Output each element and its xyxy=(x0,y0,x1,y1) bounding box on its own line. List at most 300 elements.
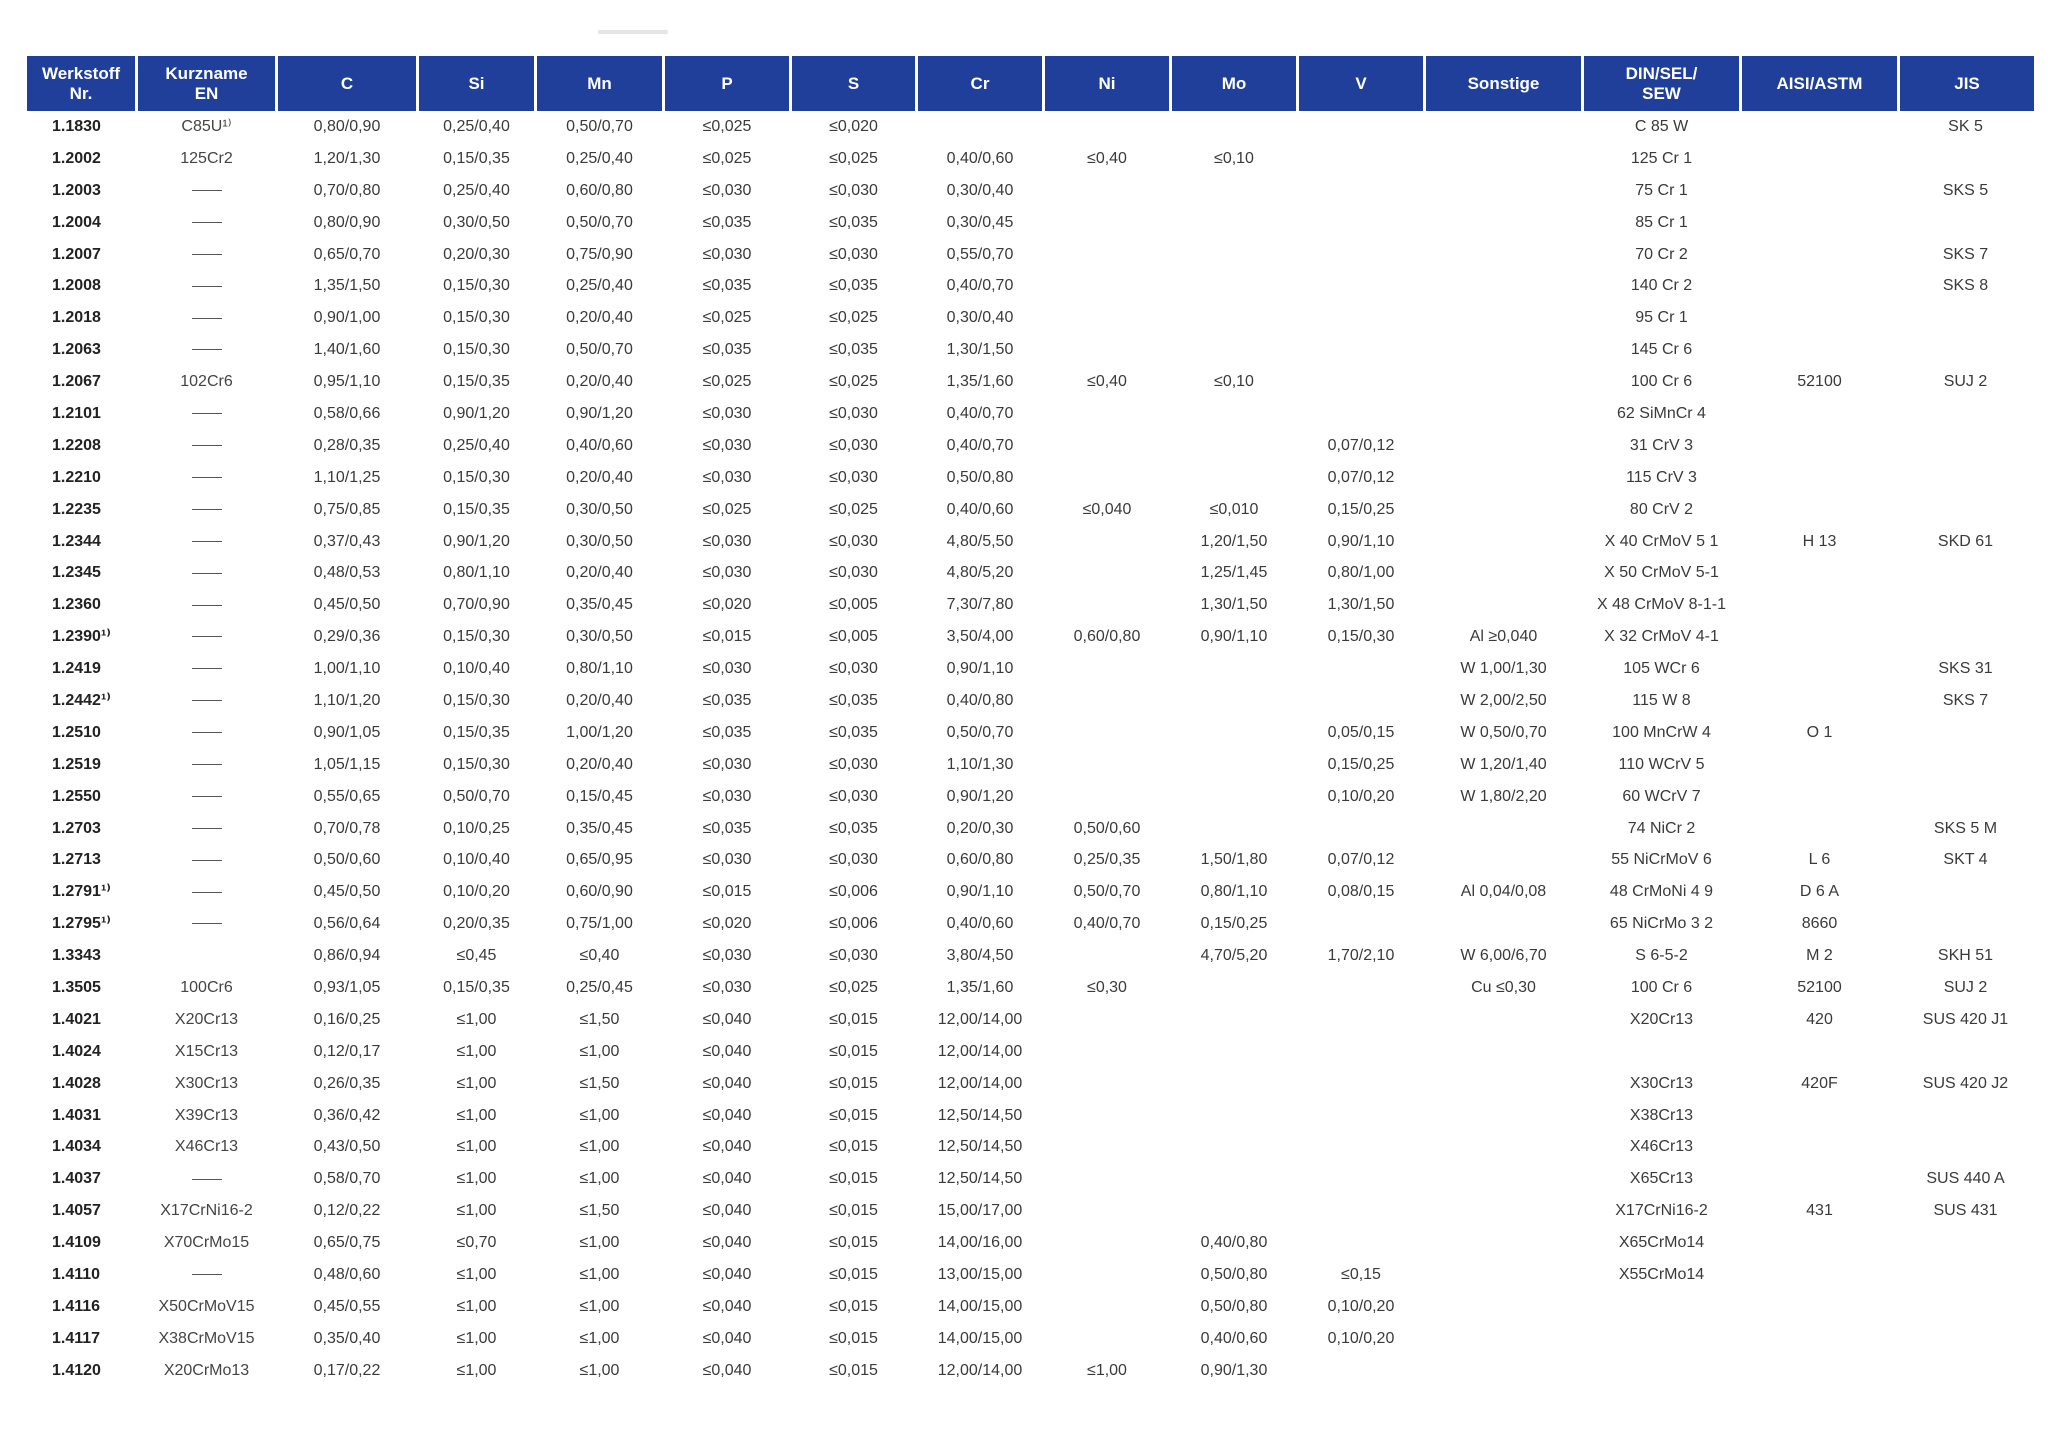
cell-s: ≤0,015 xyxy=(792,1323,918,1355)
table-row xyxy=(27,302,2034,334)
cell-ni xyxy=(1045,270,1172,302)
cell-aisi-astm: 431 xyxy=(1742,1195,1900,1227)
cell-si: 0,15/0,30 xyxy=(419,621,537,653)
cell-p: ≤0,040 xyxy=(665,1291,792,1323)
empty-dash xyxy=(192,732,222,733)
cell-cr: 0,30/0,45 xyxy=(918,207,1045,239)
cell-si: ≤0,70 xyxy=(419,1227,537,1259)
cell-c: 0,35/0,40 xyxy=(278,1323,419,1355)
header-row xyxy=(27,56,2034,111)
cell-jis xyxy=(1900,589,2034,621)
cell-v xyxy=(1299,270,1426,302)
cell-aisi-astm xyxy=(1742,1036,1900,1068)
cell-s: ≤0,030 xyxy=(792,526,918,558)
cell-s: ≤0,015 xyxy=(792,1355,918,1387)
cell-mo xyxy=(1172,1195,1299,1227)
cell-mo: 0,80/1,10 xyxy=(1172,876,1299,908)
cell-c: 0,90/1,05 xyxy=(278,717,419,749)
cell-din-sel-sew: 145 Cr 6 xyxy=(1584,334,1742,366)
cell-kurzname-en xyxy=(138,334,278,366)
cell-aisi-astm xyxy=(1742,239,1900,271)
cell-mn: 0,25/0,40 xyxy=(537,143,665,175)
cell-s: ≤0,035 xyxy=(792,813,918,845)
cell-kurzname-en xyxy=(138,876,278,908)
cell-werkstoff-nr: 1.4028 xyxy=(27,1068,138,1100)
cell-v xyxy=(1299,1355,1426,1387)
cell-kurzname-en: C85U¹⁾ xyxy=(138,111,278,143)
cell-mo: ≤0,010 xyxy=(1172,494,1299,526)
cell-kurzname-en xyxy=(138,239,278,271)
cell-si: 0,70/0,90 xyxy=(419,589,537,621)
cell-din-sel-sew: 31 CrV 3 xyxy=(1584,430,1742,462)
empty-dash xyxy=(192,509,222,510)
cell-aisi-astm xyxy=(1742,175,1900,207)
cell-mn: 0,30/0,50 xyxy=(537,621,665,653)
cell-werkstoff-nr: 1.2210 xyxy=(27,462,138,494)
cell-din-sel-sew: 100 MnCrW 4 xyxy=(1584,717,1742,749)
cell-sonstige xyxy=(1426,1227,1584,1259)
cell-si: 0,15/0,35 xyxy=(419,972,537,1004)
cell-sonstige xyxy=(1426,494,1584,526)
cell-aisi-astm xyxy=(1742,1100,1900,1132)
cell-p: ≤0,015 xyxy=(665,621,792,653)
cell-cr: 14,00/15,00 xyxy=(918,1291,1045,1323)
cell-jis: SUS 440 A xyxy=(1900,1163,2034,1195)
cell-mo xyxy=(1172,239,1299,271)
cell-sonstige xyxy=(1426,270,1584,302)
cell-aisi-astm xyxy=(1742,589,1900,621)
cell-din-sel-sew: X 48 CrMoV 8-1-1 xyxy=(1584,589,1742,621)
cell-ni xyxy=(1045,557,1172,589)
cell-kurzname-en xyxy=(138,781,278,813)
cell-s: ≤0,035 xyxy=(792,207,918,239)
cell-kurzname-en: X20Cr13 xyxy=(138,1004,278,1036)
cell-s: ≤0,015 xyxy=(792,1068,918,1100)
table-row xyxy=(27,1323,2034,1355)
cell-aisi-astm: 52100 xyxy=(1742,366,1900,398)
cell-s: ≤0,025 xyxy=(792,143,918,175)
cell-ni xyxy=(1045,1068,1172,1100)
cell-werkstoff-nr: 1.2018 xyxy=(27,302,138,334)
cell-mo: 0,90/1,10 xyxy=(1172,621,1299,653)
cell-mn: 0,20/0,40 xyxy=(537,685,665,717)
cell-p: ≤0,040 xyxy=(665,1036,792,1068)
empty-dash xyxy=(192,573,222,574)
cell-din-sel-sew: 140 Cr 2 xyxy=(1584,270,1742,302)
cell-mn: 0,60/0,80 xyxy=(537,175,665,207)
cell-v xyxy=(1299,207,1426,239)
cell-mo xyxy=(1172,302,1299,334)
cell-din-sel-sew xyxy=(1584,1291,1742,1323)
cell-mn: 0,20/0,40 xyxy=(537,557,665,589)
cell-ni xyxy=(1045,462,1172,494)
cell-s: ≤0,015 xyxy=(792,1036,918,1068)
cell-mo: 1,50/1,80 xyxy=(1172,844,1299,876)
cell-ni xyxy=(1045,685,1172,717)
cell-mn: 0,75/1,00 xyxy=(537,908,665,940)
cell-mn: ≤1,00 xyxy=(537,1163,665,1195)
cell-mn: 0,25/0,45 xyxy=(537,972,665,1004)
cell-din-sel-sew: X46Cr13 xyxy=(1584,1132,1742,1164)
cell-din-sel-sew: X 40 CrMoV 5 1 xyxy=(1584,526,1742,558)
cell-kurzname-en xyxy=(138,940,278,972)
cell-din-sel-sew xyxy=(1584,1355,1742,1387)
cell-werkstoff-nr: 1.2442¹⁾ xyxy=(27,685,138,717)
cell-cr: 12,50/14,50 xyxy=(918,1132,1045,1164)
header-label: Ni xyxy=(1098,73,1116,93)
cell-c: 0,55/0,65 xyxy=(278,781,419,813)
cell-mo: 0,40/0,60 xyxy=(1172,1323,1299,1355)
cell-si: 0,15/0,30 xyxy=(419,685,537,717)
cell-v: 1,30/1,50 xyxy=(1299,589,1426,621)
empty-dash xyxy=(192,892,222,893)
empty-dash xyxy=(192,605,222,606)
cell-werkstoff-nr: 1.3505 xyxy=(27,972,138,1004)
cell-din-sel-sew: X55CrMo14 xyxy=(1584,1259,1742,1291)
cell-cr: 0,40/0,80 xyxy=(918,685,1045,717)
cell-jis: SUS 420 J1 xyxy=(1900,1004,2034,1036)
cell-v xyxy=(1299,1036,1426,1068)
cell-ni xyxy=(1045,302,1172,334)
cell-v: 0,07/0,12 xyxy=(1299,462,1426,494)
cell-werkstoff-nr: 1.4117 xyxy=(27,1323,138,1355)
header-label: S xyxy=(847,73,860,93)
cell-v xyxy=(1299,1163,1426,1195)
cell-aisi-astm xyxy=(1742,1323,1900,1355)
cell-sonstige: W 1,00/1,30 xyxy=(1426,653,1584,685)
empty-dash xyxy=(192,668,222,669)
cell-s: ≤0,006 xyxy=(792,876,918,908)
cell-cr: 0,20/0,30 xyxy=(918,813,1045,845)
cell-ni: ≤0,040 xyxy=(1045,494,1172,526)
cell-mn: ≤1,00 xyxy=(537,1355,665,1387)
cell-sonstige xyxy=(1426,589,1584,621)
cell-din-sel-sew: 110 WCrV 5 xyxy=(1584,749,1742,781)
cell-werkstoff-nr: 1.2713 xyxy=(27,844,138,876)
cell-mo xyxy=(1172,781,1299,813)
table-row xyxy=(27,207,2034,239)
cell-p: ≤0,035 xyxy=(665,685,792,717)
cell-s: ≤0,030 xyxy=(792,781,918,813)
cell-mn: 0,65/0,95 xyxy=(537,844,665,876)
cell-mo: 1,20/1,50 xyxy=(1172,526,1299,558)
cell-sonstige xyxy=(1426,1323,1584,1355)
cell-mn: ≤1,50 xyxy=(537,1068,665,1100)
cell-jis xyxy=(1900,557,2034,589)
cell-din-sel-sew: 100 Cr 6 xyxy=(1584,972,1742,1004)
cell-si: 0,15/0,35 xyxy=(419,366,537,398)
cell-kurzname-en xyxy=(138,589,278,621)
cell-mo xyxy=(1172,1100,1299,1132)
cell-si: 0,25/0,40 xyxy=(419,111,537,143)
cell-si: ≤1,00 xyxy=(419,1355,537,1387)
cell-si: ≤1,00 xyxy=(419,1036,537,1068)
cell-cr: 12,00/14,00 xyxy=(918,1068,1045,1100)
cell-p: ≤0,035 xyxy=(665,270,792,302)
cell-v xyxy=(1299,908,1426,940)
table-row xyxy=(27,175,2034,207)
cell-werkstoff-nr: 1.4116 xyxy=(27,1291,138,1323)
cell-p: ≤0,030 xyxy=(665,526,792,558)
header-v xyxy=(1299,56,1426,111)
cell-din-sel-sew: 74 NiCr 2 xyxy=(1584,813,1742,845)
empty-dash xyxy=(192,222,222,223)
empty-dash xyxy=(192,860,222,861)
cell-s: ≤0,035 xyxy=(792,685,918,717)
cell-din-sel-sew: 80 CrV 2 xyxy=(1584,494,1742,526)
cell-werkstoff-nr: 1.4120 xyxy=(27,1355,138,1387)
cell-p: ≤0,035 xyxy=(665,717,792,749)
cell-aisi-astm xyxy=(1742,1163,1900,1195)
cell-mn: 0,50/0,70 xyxy=(537,111,665,143)
table-row xyxy=(27,813,2034,845)
table-row xyxy=(27,876,2034,908)
cell-si: 0,20/0,30 xyxy=(419,239,537,271)
cell-mn: ≤1,00 xyxy=(537,1132,665,1164)
cell-kurzname-en xyxy=(138,749,278,781)
cell-jis xyxy=(1900,749,2034,781)
cell-ni xyxy=(1045,1163,1172,1195)
cell-werkstoff-nr: 1.3343 xyxy=(27,940,138,972)
cell-c: 0,48/0,53 xyxy=(278,557,419,589)
cell-sonstige xyxy=(1426,302,1584,334)
header-label: Sonstige xyxy=(1467,73,1540,93)
table-row xyxy=(27,1036,2034,1068)
header-label: Cr xyxy=(970,73,990,93)
cell-jis xyxy=(1900,143,2034,175)
cell-kurzname-en: 100Cr6 xyxy=(138,972,278,1004)
cell-c: 1,10/1,20 xyxy=(278,685,419,717)
cell-sonstige xyxy=(1426,398,1584,430)
cell-cr: 1,10/1,30 xyxy=(918,749,1045,781)
empty-dash xyxy=(192,190,222,191)
cell-jis xyxy=(1900,1355,2034,1387)
cell-werkstoff-nr: 1.4024 xyxy=(27,1036,138,1068)
cell-c: 1,05/1,15 xyxy=(278,749,419,781)
cell-cr: 0,90/1,10 xyxy=(918,876,1045,908)
cell-sonstige: W 6,00/6,70 xyxy=(1426,940,1584,972)
table-row xyxy=(27,717,2034,749)
cell-mn: 0,30/0,50 xyxy=(537,526,665,558)
header-aisi-astm xyxy=(1742,56,1900,111)
cell-aisi-astm xyxy=(1742,111,1900,143)
cell-mo xyxy=(1172,972,1299,1004)
cell-mn: 0,20/0,40 xyxy=(537,302,665,334)
cell-aisi-astm xyxy=(1742,334,1900,366)
cell-s: ≤0,030 xyxy=(792,398,918,430)
table-row xyxy=(27,334,2034,366)
cell-aisi-astm xyxy=(1742,1291,1900,1323)
cell-sonstige xyxy=(1426,1036,1584,1068)
cell-si: 0,25/0,40 xyxy=(419,430,537,462)
cell-v: 0,08/0,15 xyxy=(1299,876,1426,908)
cell-mn: 0,20/0,40 xyxy=(537,366,665,398)
empty-dash xyxy=(192,636,222,637)
cell-cr: 12,00/14,00 xyxy=(918,1036,1045,1068)
cell-mo: ≤0,10 xyxy=(1172,143,1299,175)
cell-s: ≤0,035 xyxy=(792,717,918,749)
cell-mo: 1,25/1,45 xyxy=(1172,557,1299,589)
cell-c: 0,86/0,94 xyxy=(278,940,419,972)
cell-werkstoff-nr: 1.2550 xyxy=(27,781,138,813)
cell-s: ≤0,025 xyxy=(792,302,918,334)
cell-cr: 12,50/14,50 xyxy=(918,1100,1045,1132)
cell-werkstoff-nr: 1.4037 xyxy=(27,1163,138,1195)
cell-s: ≤0,030 xyxy=(792,175,918,207)
cell-sonstige xyxy=(1426,366,1584,398)
cell-werkstoff-nr: 1.2008 xyxy=(27,270,138,302)
cell-ni xyxy=(1045,940,1172,972)
cell-aisi-astm xyxy=(1742,1132,1900,1164)
cell-v xyxy=(1299,239,1426,271)
cell-ni xyxy=(1045,749,1172,781)
header-label: DIN/SEL/ xyxy=(1625,63,1698,83)
table-row xyxy=(27,940,2034,972)
cell-v xyxy=(1299,334,1426,366)
cell-mo xyxy=(1172,1132,1299,1164)
cell-s: ≤0,030 xyxy=(792,239,918,271)
cell-si: 0,15/0,30 xyxy=(419,302,537,334)
cell-s: ≤0,015 xyxy=(792,1132,918,1164)
cell-si: ≤1,00 xyxy=(419,1259,537,1291)
header-werkstoff-nr xyxy=(27,56,138,111)
cell-c: 0,58/0,70 xyxy=(278,1163,419,1195)
cell-aisi-astm xyxy=(1742,398,1900,430)
header-mn xyxy=(537,56,665,111)
cell-din-sel-sew: 62 SiMnCr 4 xyxy=(1584,398,1742,430)
cell-cr: 0,60/0,80 xyxy=(918,844,1045,876)
cell-jis: SUJ 2 xyxy=(1900,972,2034,1004)
cell-din-sel-sew: 85 Cr 1 xyxy=(1584,207,1742,239)
cell-kurzname-en xyxy=(138,717,278,749)
cell-c: 0,65/0,70 xyxy=(278,239,419,271)
cell-jis xyxy=(1900,1291,2034,1323)
table-row xyxy=(27,494,2034,526)
table-row xyxy=(27,398,2034,430)
cell-s: ≤0,020 xyxy=(792,111,918,143)
cell-si: ≤1,00 xyxy=(419,1004,537,1036)
cell-ni xyxy=(1045,1036,1172,1068)
cell-c: 1,35/1,50 xyxy=(278,270,419,302)
header-label: JIS xyxy=(1954,73,1980,93)
cell-p: ≤0,035 xyxy=(665,207,792,239)
cell-p: ≤0,030 xyxy=(665,653,792,685)
cell-kurzname-en xyxy=(138,430,278,462)
cell-sonstige xyxy=(1426,813,1584,845)
cell-din-sel-sew: X 32 CrMoV 4-1 xyxy=(1584,621,1742,653)
cell-mo xyxy=(1172,175,1299,207)
cell-c: 0,93/1,05 xyxy=(278,972,419,1004)
cell-kurzname-en: X20CrMo13 xyxy=(138,1355,278,1387)
cell-ni: 0,40/0,70 xyxy=(1045,908,1172,940)
cell-p: ≤0,040 xyxy=(665,1132,792,1164)
cell-s: ≤0,015 xyxy=(792,1259,918,1291)
cell-aisi-astm xyxy=(1742,653,1900,685)
cell-si: 0,10/0,40 xyxy=(419,653,537,685)
cell-si: 0,10/0,20 xyxy=(419,876,537,908)
cell-c: 0,12/0,17 xyxy=(278,1036,419,1068)
cell-cr: 7,30/7,80 xyxy=(918,589,1045,621)
scan-smudge xyxy=(598,30,668,34)
cell-p: ≤0,030 xyxy=(665,749,792,781)
cell-s: ≤0,005 xyxy=(792,621,918,653)
cell-din-sel-sew: C 85 W xyxy=(1584,111,1742,143)
cell-mn: 0,50/0,70 xyxy=(537,207,665,239)
cell-jis xyxy=(1900,1227,2034,1259)
header-label: Werkstoff xyxy=(41,63,121,83)
cell-aisi-astm xyxy=(1742,462,1900,494)
cell-p: ≤0,040 xyxy=(665,1323,792,1355)
cell-kurzname-en xyxy=(138,1259,278,1291)
cell-din-sel-sew: 65 NiCrMo 3 2 xyxy=(1584,908,1742,940)
cell-sonstige: Cu ≤0,30 xyxy=(1426,972,1584,1004)
cell-si: 0,15/0,30 xyxy=(419,749,537,781)
cell-p: ≤0,035 xyxy=(665,813,792,845)
cell-v xyxy=(1299,1068,1426,1100)
cell-c: 0,37/0,43 xyxy=(278,526,419,558)
empty-dash xyxy=(192,923,222,924)
table-row xyxy=(27,908,2034,940)
cell-si: ≤1,00 xyxy=(419,1163,537,1195)
cell-c: 0,75/0,85 xyxy=(278,494,419,526)
cell-aisi-astm: 420 xyxy=(1742,1004,1900,1036)
cell-jis xyxy=(1900,430,2034,462)
cell-c: 0,45/0,50 xyxy=(278,589,419,621)
cell-p: ≤0,040 xyxy=(665,1355,792,1387)
cell-cr: 0,90/1,20 xyxy=(918,781,1045,813)
cell-din-sel-sew: X17CrNi16-2 xyxy=(1584,1195,1742,1227)
cell-cr: 0,30/0,40 xyxy=(918,175,1045,207)
cell-kurzname-en xyxy=(138,302,278,334)
cell-werkstoff-nr: 1.2007 xyxy=(27,239,138,271)
cell-aisi-astm xyxy=(1742,813,1900,845)
cell-mo xyxy=(1172,111,1299,143)
cell-c: 0,56/0,64 xyxy=(278,908,419,940)
cell-sonstige xyxy=(1426,1100,1584,1132)
cell-p: ≤0,025 xyxy=(665,111,792,143)
cell-aisi-astm xyxy=(1742,621,1900,653)
header-jis xyxy=(1900,56,2034,111)
cell-si: 0,15/0,35 xyxy=(419,717,537,749)
cell-cr: 12,00/14,00 xyxy=(918,1004,1045,1036)
table-row xyxy=(27,1132,2034,1164)
cell-din-sel-sew: X30Cr13 xyxy=(1584,1068,1742,1100)
cell-kurzname-en: X70CrMo15 xyxy=(138,1227,278,1259)
cell-aisi-astm: H 13 xyxy=(1742,526,1900,558)
cell-sonstige xyxy=(1426,430,1584,462)
cell-cr: 0,50/0,80 xyxy=(918,462,1045,494)
cell-mo xyxy=(1172,1163,1299,1195)
cell-cr: 12,50/14,50 xyxy=(918,1163,1045,1195)
cell-v xyxy=(1299,653,1426,685)
cell-sonstige xyxy=(1426,908,1584,940)
cell-si: 0,15/0,30 xyxy=(419,270,537,302)
cell-sonstige xyxy=(1426,1132,1584,1164)
cell-si: ≤1,00 xyxy=(419,1132,537,1164)
cell-s: ≤0,030 xyxy=(792,749,918,781)
cell-ni xyxy=(1045,1259,1172,1291)
header-sonstige xyxy=(1426,56,1584,111)
cell-si: 0,80/1,10 xyxy=(419,557,537,589)
table-row xyxy=(27,621,2034,653)
cell-si: 0,15/0,30 xyxy=(419,334,537,366)
cell-kurzname-en xyxy=(138,908,278,940)
cell-din-sel-sew: 55 NiCrMoV 6 xyxy=(1584,844,1742,876)
cell-mn: 0,35/0,45 xyxy=(537,813,665,845)
table-row xyxy=(27,557,2034,589)
cell-c: 0,90/1,00 xyxy=(278,302,419,334)
cell-v xyxy=(1299,813,1426,845)
